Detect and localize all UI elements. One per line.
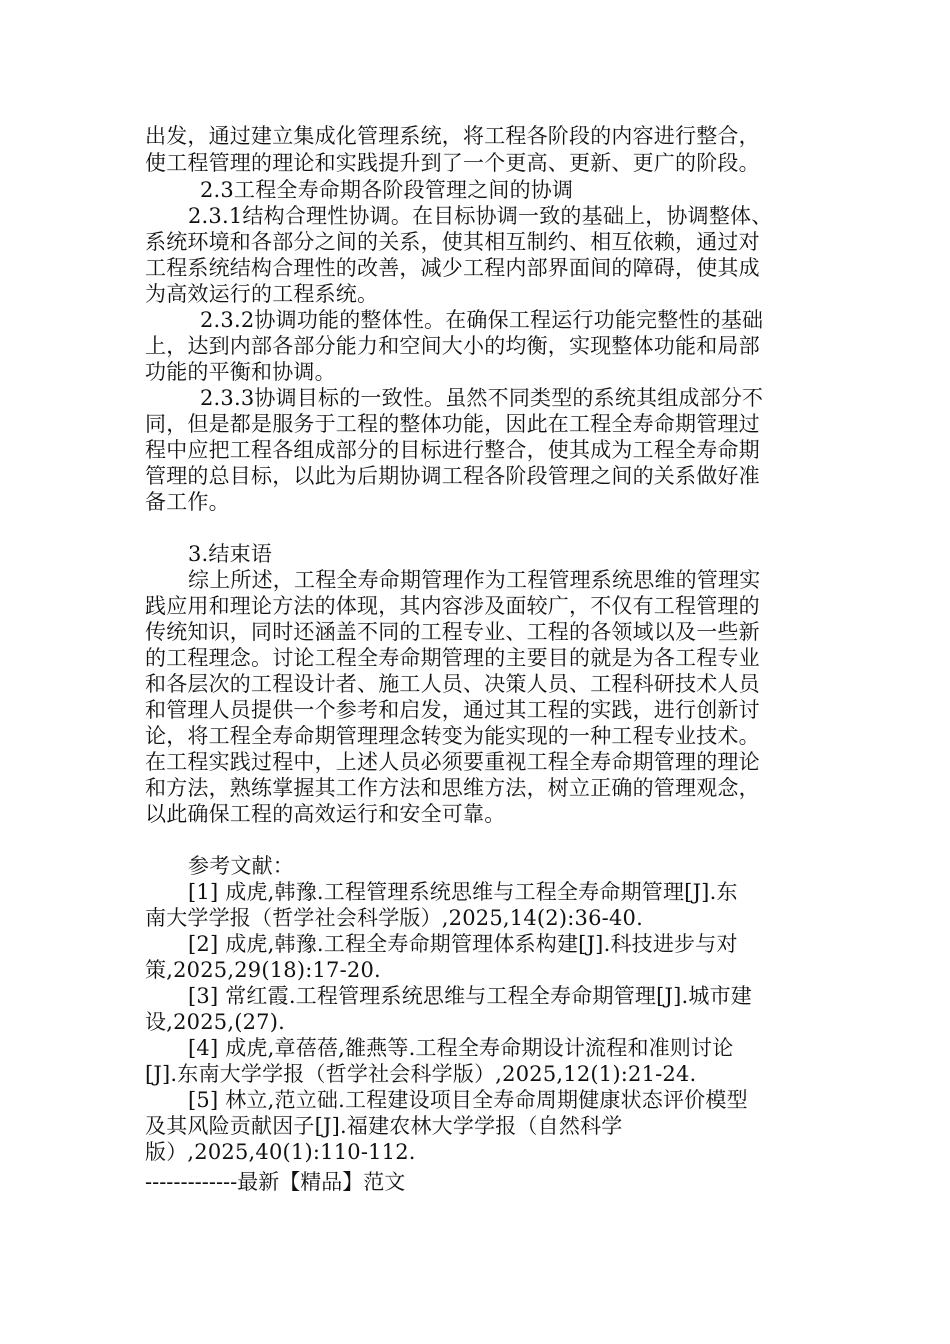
section-heading: 3.结束语: [188, 542, 273, 566]
reference-line: [J].东南大学学报（哲学社会科学版）,2025,12(1):21-24.: [145, 1062, 697, 1086]
reference-line: 版）,2025,40(1):110-112.: [145, 1140, 416, 1164]
body-line: 和管理人员提供一个参考和启发，通过其工程的实践，进行创新讨: [145, 698, 760, 722]
body-line: 工程系统结构合理性的改善，减少工程内部界面间的障碍，使其成: [145, 256, 760, 280]
body-line: 上，达到内部各部分能力和空间大小的均衡，实现整体功能和局部: [145, 334, 760, 358]
reference-line: 及其风险贡献因子[J].福建农林大学学报（自然科学: [145, 1114, 623, 1138]
body-line: 程中应把工程各组成部分的目标进行整合，使其成为工程全寿命期: [145, 438, 760, 462]
body-line: 管理的总目标，以此为后期协调工程各阶段管理之间的关系做好准: [145, 464, 760, 488]
reference-line: [1] 成虎,韩豫.工程管理系统思维与工程全寿命期管理[J].东: [188, 880, 738, 904]
body-line: 出发，通过建立集成化管理系统，将工程各阶段的内容进行整合，: [145, 124, 760, 148]
body-line: 2.3.2协调功能的整体性。在确保工程运行功能完整性的基础: [200, 308, 764, 332]
body-line: 传统知识，同时还涵盖不同的工程专业、工程的各领域以及一些新: [145, 620, 760, 644]
reference-line: 南大学学报（哲学社会科学版）,2025,14(2):36-40.: [145, 906, 643, 930]
reference-line: [3] 常红霞.工程管理系统思维与工程全寿命期管理[J].城市建: [188, 984, 752, 1008]
references-heading: 参考文献：: [188, 854, 294, 878]
body-line: 综上所述，工程全寿命期管理作为工程管理系统思维的管理实: [188, 568, 761, 592]
body-line: 使工程管理的理论和实践提升到了一个更高、更新、更广的阶段。: [145, 151, 760, 175]
body-line: 的工程理念。讨论工程全寿命期管理的主要目的就是为各工程专业: [145, 646, 760, 670]
reference-line: [2] 成虎,韩豫.工程全寿命期管理体系构建[J].科技进步与对: [188, 932, 738, 956]
body-line: 2.3.3协调目标的一致性。虽然不同类型的系统其组成部分不: [200, 386, 764, 410]
body-line: 和各层次的工程设计者、施工人员、决策人员、工程科研技术人员: [145, 672, 760, 696]
body-line: 在工程实践过程中，上述人员必须要重视工程全寿命期管理的理论: [145, 750, 760, 774]
reference-line: [5] 林立,范立础.工程建设项目全寿命周期健康状态评价模型: [188, 1088, 748, 1112]
body-line: 践应用和理论方法的体现，其内容涉及面较广，不仅有工程管理的: [145, 594, 760, 618]
body-line: 论，将工程全寿命期管理理念转变为能实现的一种工程专业技术。: [145, 724, 760, 748]
section-heading: 2.3工程全寿命期各阶段管理之间的协调: [200, 178, 574, 202]
reference-line: 策,2025,29(18):17-20.: [145, 958, 381, 982]
reference-line: [4] 成虎,章蓓蓓,雒燕等.工程全寿命期设计流程和准则讨论: [188, 1036, 734, 1060]
footer-banner: -------------最新【精品】范文: [145, 1170, 406, 1194]
body-line: 为高效运行的工程系统。: [145, 282, 379, 306]
body-line: 备工作。: [145, 490, 230, 514]
body-line: 2.3.1结构合理性协调。在目标协调一致的基础上，协调整体、: [188, 204, 773, 228]
body-line: 和方法，熟练掌握其工作方法和思维方法，树立正确的管理观念，: [145, 776, 760, 800]
body-line: 以此确保工程的高效运行和安全可靠。: [145, 802, 506, 826]
body-line: 功能的平衡和协调。: [145, 360, 336, 384]
body-line: 系统环境和各部分之间的关系，使其相互制约、相互依赖，通过对: [145, 230, 760, 254]
body-line: 同，但是都是服务于工程的整体功能，因此在工程全寿命期管理过: [145, 412, 760, 436]
reference-line: 设,2025,(27).: [145, 1010, 285, 1034]
